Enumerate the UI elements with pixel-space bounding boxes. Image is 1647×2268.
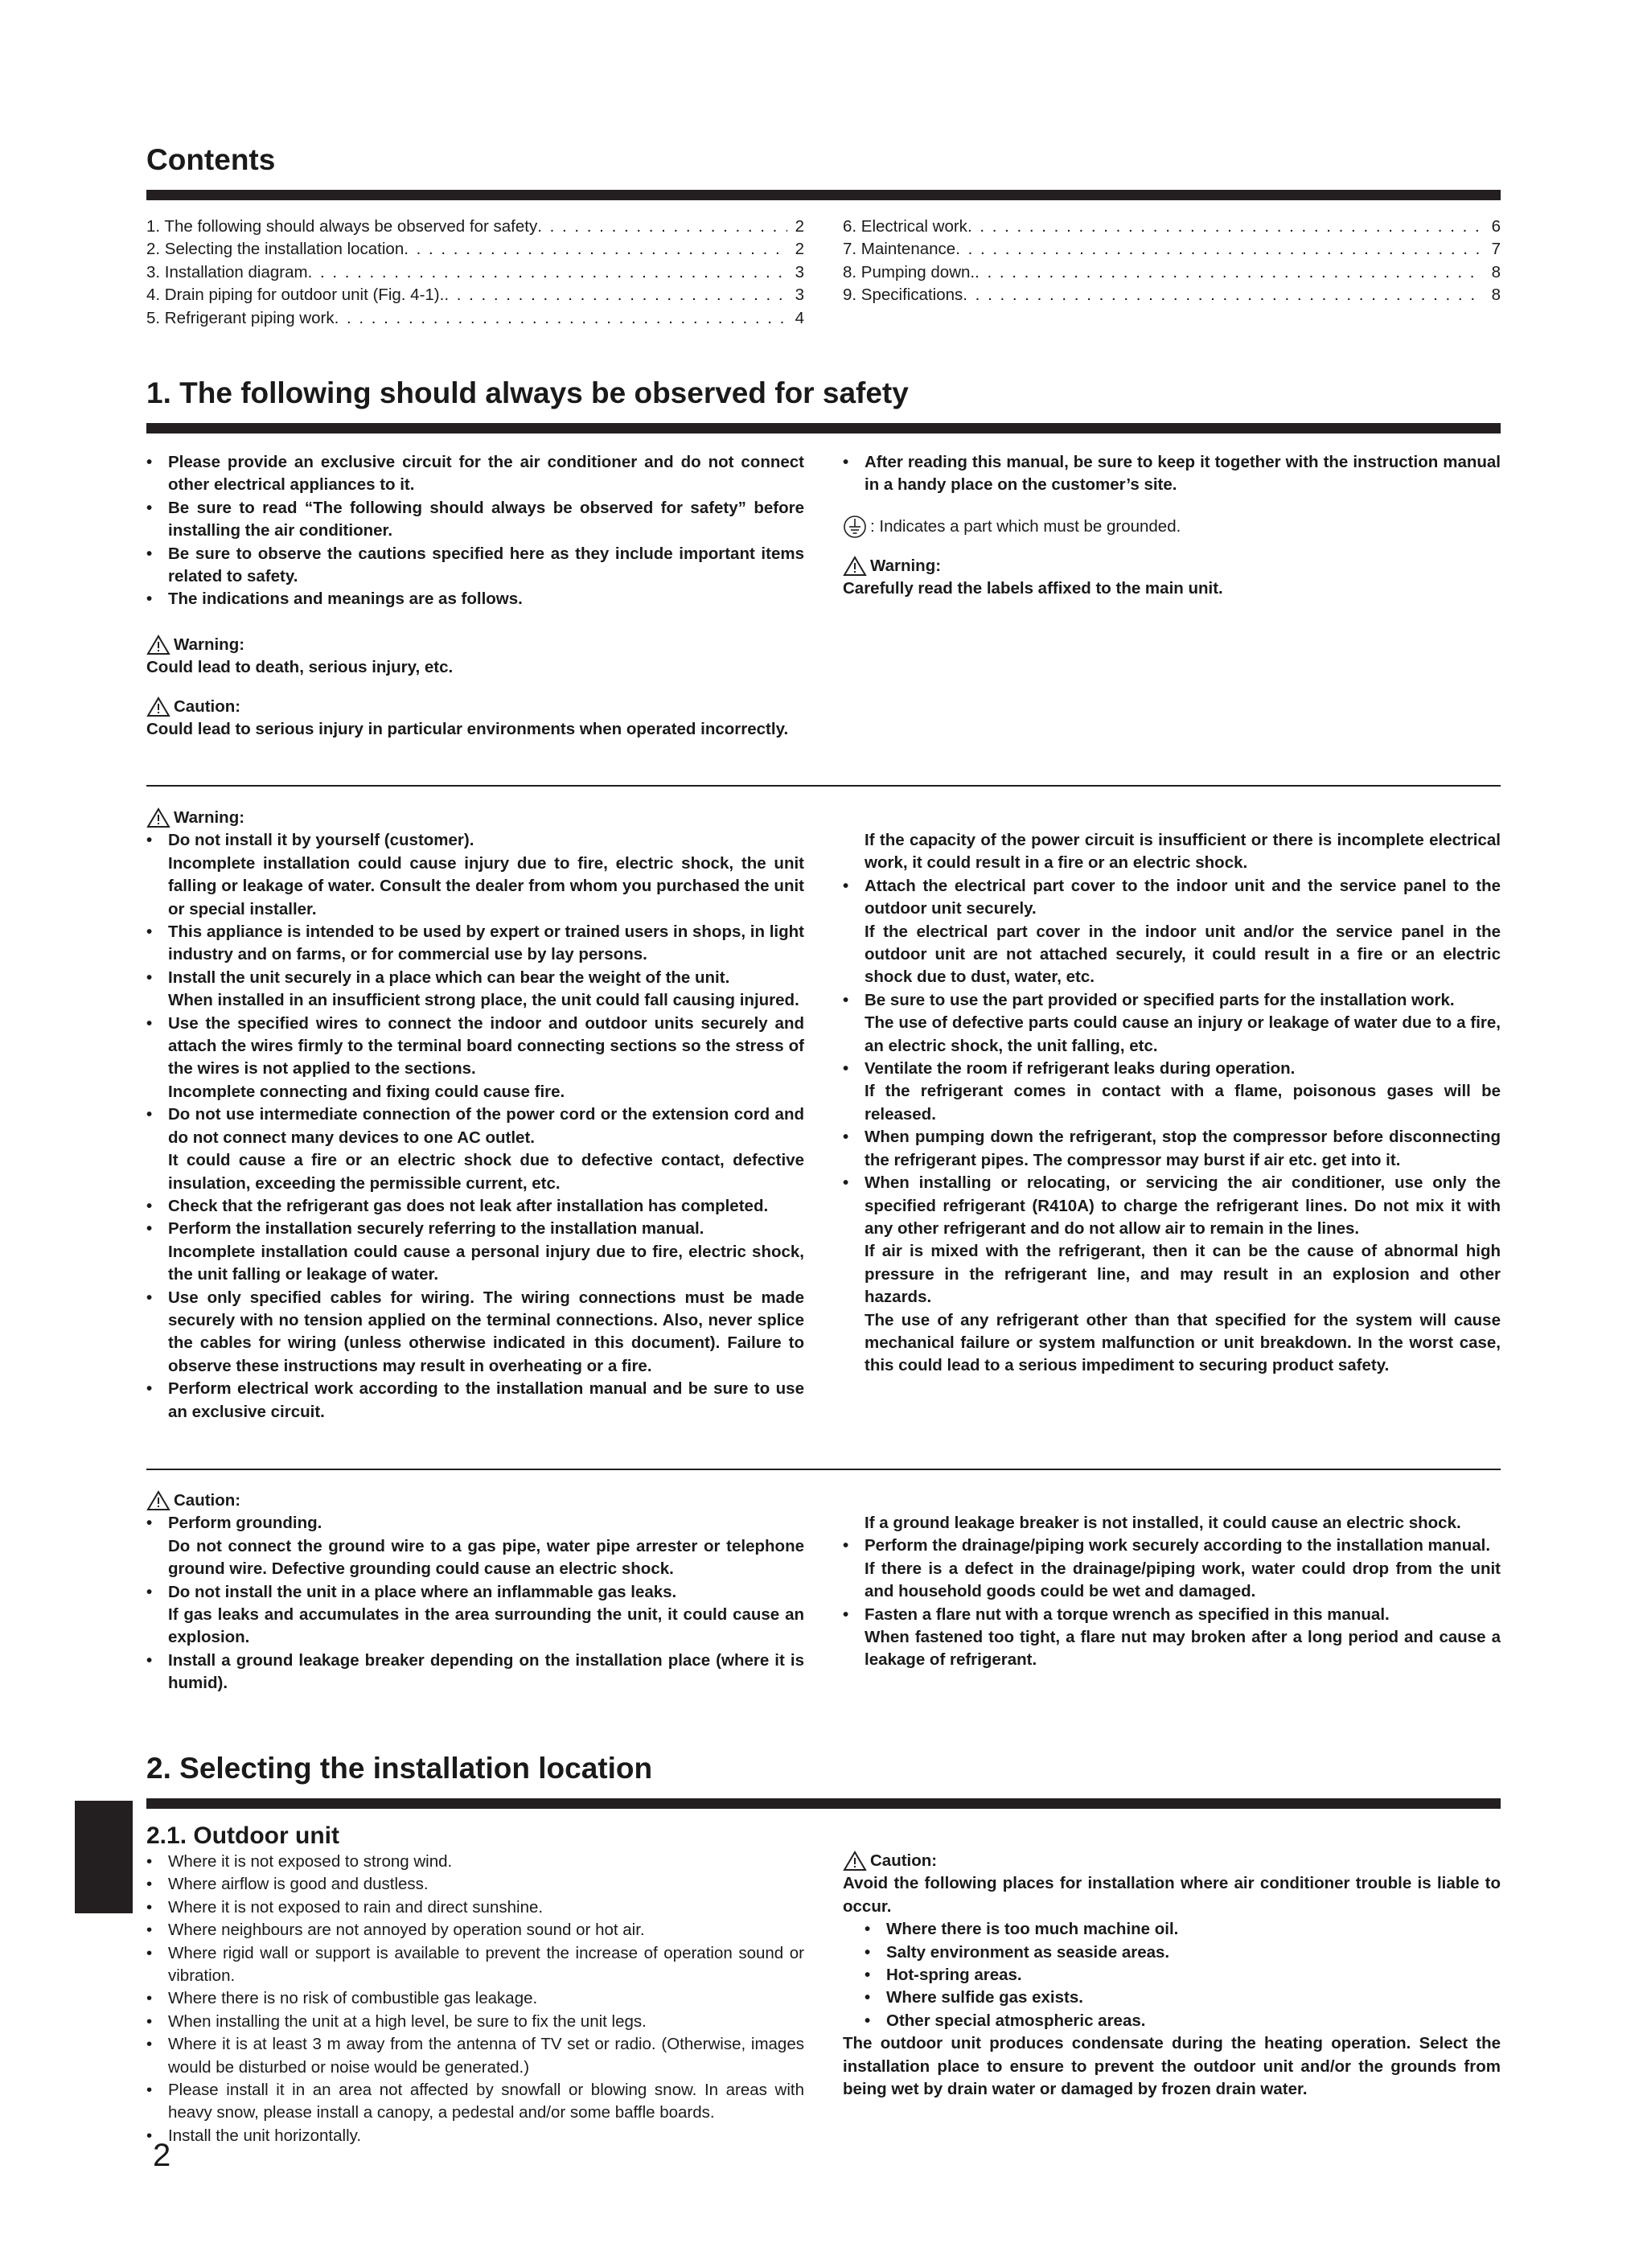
- section2-rule: [146, 1798, 1501, 1809]
- ground-icon: [843, 515, 867, 539]
- list-item: • Ventilate the room if refrigerant leaks during operation. If the refrigerant comes in contact with a flame, poisonous gases will be released.: [843, 1058, 1501, 1126]
- right-warning-text: Carefully read the labels affixed to the main unit.: [843, 579, 1223, 598]
- warning-triangle-icon: [843, 556, 867, 577]
- warning-meaning: Could lead to death, serious injury, etc.: [146, 658, 454, 677]
- list-item: • Be sure to observe the cautions specified here as they include important items related to safety.: [146, 543, 804, 589]
- toc-entry[interactable]: [146, 261, 804, 284]
- section1-right: [843, 451, 1501, 601]
- section2-caution-heading: [843, 1850, 1501, 1872]
- toc-entry-page: 7: [1491, 240, 1501, 259]
- warning-label: Warning:: [174, 808, 245, 827]
- list-item: • Do not install the unit in a place where an inflammable gas leaks. If gas leaks and accumulates in the area surrounding the unit, it could cause an explosion.: [146, 1581, 804, 1650]
- warnings-left: [146, 807, 804, 1424]
- section1-title: 1. The following should always be observed for safety: [146, 376, 909, 409]
- list-item: • Install the unit securely in a place which can bear the weight of the unit. When installed in an insufficient strong place, the unit could fall causing injured.: [146, 967, 804, 1013]
- warning-triangle-icon: [146, 807, 170, 828]
- toc-entry-label: 6. Electrical work: [843, 217, 967, 236]
- section2-caution-outro: The outdoor unit produces condensate during the heating operation. Select the installation place to ensure to prevent the outdoor unit and/or the grounds from being wet by drain water or damaged by frozen drain water.: [843, 2034, 1501, 2099]
- section2-caution-list: [843, 1918, 1501, 2032]
- toc-entry-label: 1. The following should always be observed for safety: [146, 217, 538, 236]
- toc-leader: [404, 238, 787, 261]
- caution-label: Caution:: [870, 1851, 938, 1870]
- warning-label: Warning:: [174, 635, 245, 654]
- cautions-list-right: [843, 1535, 1501, 1671]
- list-item: • Where airflow is good and dustless.: [146, 1873, 804, 1896]
- toc-entry-label: 2. Selecting the installation location: [146, 240, 405, 259]
- list-item: • Where there is no risk of combustible gas leakage.: [146, 1987, 804, 2010]
- toc-entry-label: 4. Drain piping for outdoor unit (Fig. 4-1).: [146, 286, 445, 305]
- list-item: • Where it is not exposed to rain and direct sunshine.: [146, 1896, 804, 1919]
- list-item: • Perform the drainage/piping work securely according to the installation manual. If there is a defect in the drainage/piping work, water could drop from the unit and household goods could be wet and damaged.: [843, 1535, 1501, 1603]
- toc-entry[interactable]: [146, 216, 804, 238]
- toc-entry-page: 8: [1491, 286, 1501, 305]
- warnings-heading: [146, 807, 804, 829]
- list-item: • Attach the electrical part cover to the indoor unit and the service panel to the outdoor unit securely. If the electrical part cover in the indoor unit and/or the service panel in the outdoor unit are not attached securely, it could result in a fire or an electric shock due to dust, water, etc.: [843, 875, 1501, 989]
- warning-triangle-icon: [146, 635, 170, 655]
- contents-rule: [146, 190, 1501, 200]
- caution-heading: [146, 696, 804, 718]
- list-item: • Where it is at least 3 m away from the antenna of TV set or radio. (Otherwise, images would be disturbed or noise would be generated.): [146, 2033, 804, 2079]
- section1-rule: [146, 423, 1501, 433]
- toc-leader: [444, 284, 787, 306]
- divider: [146, 1469, 1501, 1470]
- warnings-list-left: [146, 829, 804, 1424]
- section2-caution-intro: Avoid the following places for installation where air conditioner trouble is liable to occur.: [843, 1874, 1501, 1916]
- list-item: • Use the specified wires to connect the indoor and outdoor units securely and attach the wires firmly to the terminal board connecting sections so the stress of the wires is not applied to the sections. Incomplete connecting and fixing could cause fire.: [146, 1013, 804, 1104]
- toc-left: [146, 216, 804, 330]
- section2-right: [843, 1850, 1501, 2101]
- toc-entry-label: 9. Specifications: [843, 286, 963, 305]
- toc-entry-label: 8. Pumping down.: [843, 262, 975, 281]
- toc-entry-page: 3: [795, 286, 804, 305]
- caution-triangle-icon: [843, 1851, 867, 1872]
- toc-entry-page: 3: [795, 262, 804, 281]
- toc-entry-label: 5. Refrigerant piping work: [146, 308, 335, 327]
- toc-leader: [967, 216, 1484, 238]
- toc-entry-label: 3. Installation diagram: [146, 262, 308, 281]
- list-item: • Where neighbours are not annoyed by operation sound or hot air.: [146, 1919, 804, 1941]
- right-warning-heading: [843, 555, 1501, 577]
- list-item: • The indications and meanings are as follows.: [146, 588, 804, 610]
- toc-entry-page: 6: [1491, 217, 1501, 236]
- toc-entry-page: 8: [1491, 262, 1501, 281]
- warnings-continued-text: If the capacity of the power circuit is insufficient or there is incomplete electrical work, it could result in a fire or an electric shock.: [865, 831, 1501, 873]
- list-item: • This appliance is intended to be used by expert or trained users in shops, in light industry and on farms, or for commercial use by lay persons.: [146, 921, 804, 967]
- list-item: • Be sure to use the part provided or specified parts for the installation work. The use of defective parts could cause an injury or leakage of water due to a fire, an electric shock, the unit falling, etc.: [843, 989, 1501, 1058]
- list-item: • Where it is not exposed to strong wind.: [146, 1851, 804, 1873]
- warnings-right: [843, 829, 1501, 1378]
- list-item: • Hot-spring areas.: [843, 1964, 1501, 1987]
- list-item: • Use only specified cables for wiring. The wiring connections must be made securely with no tension applied on the terminal connections. Also, never splice the cables for wiring (unless otherwise indicated in this document). Failure to observe these instructions may result in overheating or a fire.: [146, 1287, 804, 1378]
- toc-entry[interactable]: [843, 284, 1501, 306]
- toc-leader: [335, 307, 787, 330]
- caution-triangle-icon: [146, 1490, 170, 1511]
- toc-leader: [963, 284, 1483, 306]
- divider: [146, 785, 1501, 787]
- list-item: • Perform grounding. Do not connect the ground wire to a gas pipe, water pipe arrester or telephone ground wire. Defective grounding could cause an electric shock.: [146, 1512, 804, 1580]
- toc-entry[interactable]: [843, 238, 1501, 261]
- toc-leader: [955, 238, 1483, 261]
- toc-entry-page: 4: [795, 308, 804, 327]
- section2-title: 2. Selecting the installation location: [146, 1752, 653, 1785]
- list-item: • Salty environment as seaside areas.: [843, 1941, 1501, 1964]
- list-item: • Please install it in an area not affected by snowfall or blowing snow. In areas with heavy snow, please install a canopy, a pedestal and/or some baffle boards.: [146, 2079, 804, 2125]
- intro-bullets: [146, 451, 804, 611]
- list-item: • When installing the unit at a high level, be sure to fix the unit legs.: [146, 2011, 804, 2033]
- cautions-heading: [146, 1489, 804, 1512]
- contents-title: Contents: [146, 143, 276, 176]
- list-item: • Perform the installation securely referring to the installation manual. Incomplete installation could cause a personal injury due to fire, electric shock, the unit falling or leakage of water.: [146, 1218, 804, 1286]
- toc-right: [843, 216, 1501, 307]
- caution-triangle-icon: [146, 696, 170, 717]
- list-item: • Other special atmospheric areas.: [843, 2010, 1501, 2032]
- list-item: • Where there is too much machine oil.: [843, 1918, 1501, 1941]
- list-item: • After reading this manual, be sure to keep it together with the instruction manual in a handy place on the customer’s site.: [843, 451, 1501, 497]
- list-item: • When pumping down the refrigerant, stop the compressor before disconnecting the refrigerant pipes. The compressor may burst if air etc. get into it.: [843, 1126, 1501, 1172]
- toc-entry[interactable]: [146, 238, 804, 261]
- warning-heading: [146, 634, 804, 656]
- toc-entry-page: 2: [795, 217, 804, 236]
- right-bullets: [843, 451, 1501, 497]
- toc-entry-page: 2: [795, 240, 804, 259]
- list-item: • Fasten a flare nut with a torque wrench as specified in this manual. When fastened too tight, a flare nut may broken after a long period and cause a leakage of refrigerant.: [843, 1604, 1501, 1672]
- caution-label: Caution:: [174, 1491, 241, 1510]
- warning-label: Warning:: [870, 556, 942, 575]
- toc-entry[interactable]: [843, 261, 1501, 284]
- toc-entry[interactable]: [146, 284, 804, 306]
- cautions-continued-text: If a ground leakage breaker is not installed, it could cause an electric shock.: [865, 1514, 1461, 1532]
- list-item: • Do not use intermediate connection of the power cord or the extension cord and do not connect many devices to one AC outlet. It could cause a fire or an electric shock due to defective contact, defective insulation, exceeding the permissible current, etc.: [146, 1103, 804, 1195]
- warnings-list-right: [843, 875, 1501, 1378]
- ground-text: : Indicates a part which must be grounded.: [870, 516, 1181, 536]
- cautions-left: [146, 1489, 804, 1695]
- list-item: • Install a ground leakage breaker depending on the installation place (where it is humid).: [146, 1650, 804, 1695]
- list-item: • Please provide an exclusive circuit for the air conditioner and do not connect other electrical appliances to it.: [146, 451, 804, 497]
- side-tab-marker: [75, 1801, 133, 1913]
- toc-leader: [308, 261, 787, 284]
- toc-entry-label: 7. Maintenance: [843, 240, 956, 259]
- list-item: • Do not install it by yourself (customer). Incomplete installation could cause injury due to fire, electric shock, the unit falling or leakage of water. Consult the dealer from whom you purchased the unit or special installer.: [146, 829, 804, 921]
- list-item: • Check that the refrigerant gas does not leak after installation has completed.: [146, 1195, 804, 1218]
- toc-leader: [537, 216, 787, 238]
- section1-left: [146, 451, 804, 741]
- toc-entry[interactable]: [843, 216, 1501, 238]
- cautions-right: [843, 1512, 1501, 1672]
- list-item: • Where rigid wall or support is available to prevent the increase of operation sound or vibration.: [146, 1942, 804, 1988]
- list-item: • Be sure to read “The following should always be observed for safety” before installing the air conditioner.: [146, 497, 804, 543]
- list-item: • Install the unit horizontally.: [146, 2125, 804, 2147]
- list-item: • When installing or relocating, or servicing the air conditioner, use only the specified refrigerant (R410A) to charge the refrigerant lines. Do not mix it with any other refrigerant and do not allow air to remain in the lines. If air is mixed with the refrigerant, then it can be the cause of abnormal high pressure in the refrigerant line, and may result in an explosion and other hazards. The use of any refrigerant other than that specified for the system will cause mechanical failure or system malfunction or unit breakdown. In the worst case, this could lead to a serious impediment to securing product safety.: [843, 1172, 1501, 1378]
- ground-note: [843, 515, 1501, 539]
- caution-meaning: Could lead to serious injury in particular environments when operated incorrectly.: [146, 720, 789, 739]
- outdoor-location-list: [146, 1851, 804, 2147]
- toc-entry[interactable]: [146, 307, 804, 330]
- caution-label: Caution:: [174, 696, 241, 716]
- toc-leader: [975, 261, 1483, 284]
- list-item: • Where sulfide gas exists.: [843, 1987, 1501, 2009]
- cautions-list-left: [146, 1512, 804, 1695]
- subsection-title: 2.1. Outdoor unit: [146, 1822, 339, 1849]
- list-item: • Perform electrical work according to the installation manual and be sure to use an exclusive circuit.: [146, 1378, 804, 1424]
- section2-left: [146, 1822, 804, 2147]
- page-number: 2: [153, 2138, 171, 2173]
